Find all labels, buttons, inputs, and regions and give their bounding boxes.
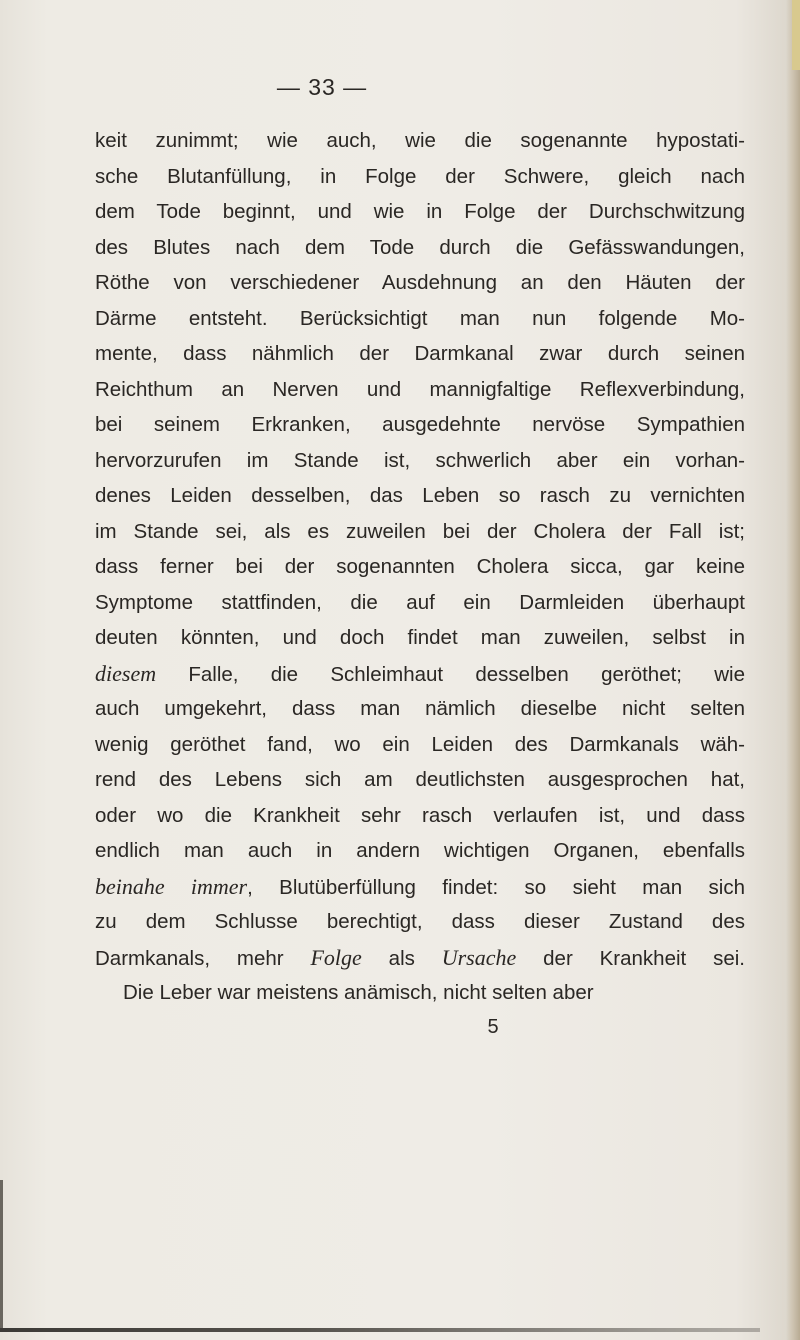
text-segment: Darmkanals, mehr <box>95 946 311 970</box>
text-segment: dem Tode beginnt, und wie in Folge der Durchschwitzung <box>95 200 745 223</box>
left-margin-rule <box>0 1180 3 1332</box>
text-line <box>95 656 745 692</box>
text-segment: denes Leiden desselben, das Leben so rasch zu vernichten <box>95 484 745 507</box>
bottom-margin-rule <box>0 1328 760 1332</box>
text-segment: im Stande sei, als es zuweilen bei der Cholera der Fall ist; <box>95 519 745 543</box>
text-line <box>95 833 745 869</box>
text-line <box>95 691 745 727</box>
text-segment: oder wo die Krankheit sehr rasch verlaufen ist, und dass <box>95 803 745 827</box>
text-segment: Die Leber war meistens anämisch, nicht selten aber <box>123 981 594 1004</box>
text-line <box>95 301 745 337</box>
text-line <box>95 336 745 372</box>
text-segment: keit zunimmt; wie auch, wie die sogenannte hypostati- <box>95 129 745 152</box>
page-edge-shadow <box>786 0 800 1340</box>
body-text <box>95 123 745 1011</box>
text-segment: des Blutes nach dem Tode durch die Gefässwandungen, <box>95 235 745 259</box>
page-number: — 33 — <box>276 74 368 100</box>
text-line <box>95 975 745 1011</box>
text-line <box>95 514 745 550</box>
text-line <box>95 407 745 443</box>
text-line <box>95 194 745 230</box>
text-segment: Symptome stattfinden, die auf ein Darmleiden überhaupt <box>95 590 745 614</box>
text-line <box>95 159 745 195</box>
text-segment: bei seinem Erkranken, ausgedehnte nervöse Sympathien <box>95 413 745 436</box>
text-line <box>95 443 745 479</box>
text-line <box>95 478 745 514</box>
signature-mark: 5 <box>487 1016 499 1038</box>
text-segment: deuten könnten, und doch findet man zuweilen, selbst in <box>95 626 745 649</box>
italic-phrase: beinahe immer <box>95 873 248 899</box>
text-line <box>95 727 745 763</box>
text-line <box>95 549 745 585</box>
text-segment: dass ferner bei der sogenannten Cholera sicca, gar keine <box>95 555 745 578</box>
text-segment: zu dem Schlusse berechtigt, dass dieser Zustand des <box>95 910 745 933</box>
text-segment: mente, dass nähmlich der Darmkanal zwar durch seinen <box>95 342 745 365</box>
text-line <box>95 798 745 834</box>
page-tab-marker <box>792 0 800 70</box>
italic-phrase: Folge <box>310 944 362 970</box>
text-segment: rend des Lebens sich am deutlichsten ausgesprochen hat, <box>95 768 745 791</box>
text-segment: Reichthum an Nerven und mannigfaltige Reflexverbindung, <box>95 377 745 401</box>
text-line <box>95 123 745 159</box>
text-segment: Röthe von verschiedener Ausdehnung an den Häuten der <box>95 271 745 294</box>
italic-phrase: diesem <box>95 660 157 686</box>
text-segment: wenig geröthet fand, wo ein Leiden des Darmkanals wäh- <box>95 732 745 756</box>
text-segment: auch umgekehrt, dass man nämlich dieselbe nicht selten <box>95 697 745 720</box>
text-line <box>95 372 745 408</box>
italic-phrase: Ursache <box>441 944 517 970</box>
text-line <box>95 940 745 976</box>
text-segment: , Blutüberfüllung findet: so sieht man sich <box>247 875 746 899</box>
text-line <box>95 230 745 266</box>
text-line <box>95 762 745 798</box>
text-segment: der Krankheit sei. <box>516 946 745 970</box>
text-segment: als <box>361 946 442 970</box>
text-segment: Därme entsteht. Berücksichtigt man nun folgende Mo- <box>95 306 745 330</box>
text-segment: hervorzurufen im Stande ist, schwerlich aber ein vorhan- <box>95 448 745 472</box>
text-line <box>95 585 745 621</box>
text-line <box>95 265 745 301</box>
text-line <box>95 904 745 940</box>
text-segment: Falle, die Schleimhaut desselben geröthet; wie <box>156 662 745 686</box>
text-line <box>95 869 745 905</box>
text-line <box>95 620 745 656</box>
text-segment: endlich man auch in andern wichtigen Organen, ebenfalls <box>95 839 745 862</box>
text-segment: sche Blutanfüllung, in Folge der Schwere, gleich nach <box>95 164 745 188</box>
